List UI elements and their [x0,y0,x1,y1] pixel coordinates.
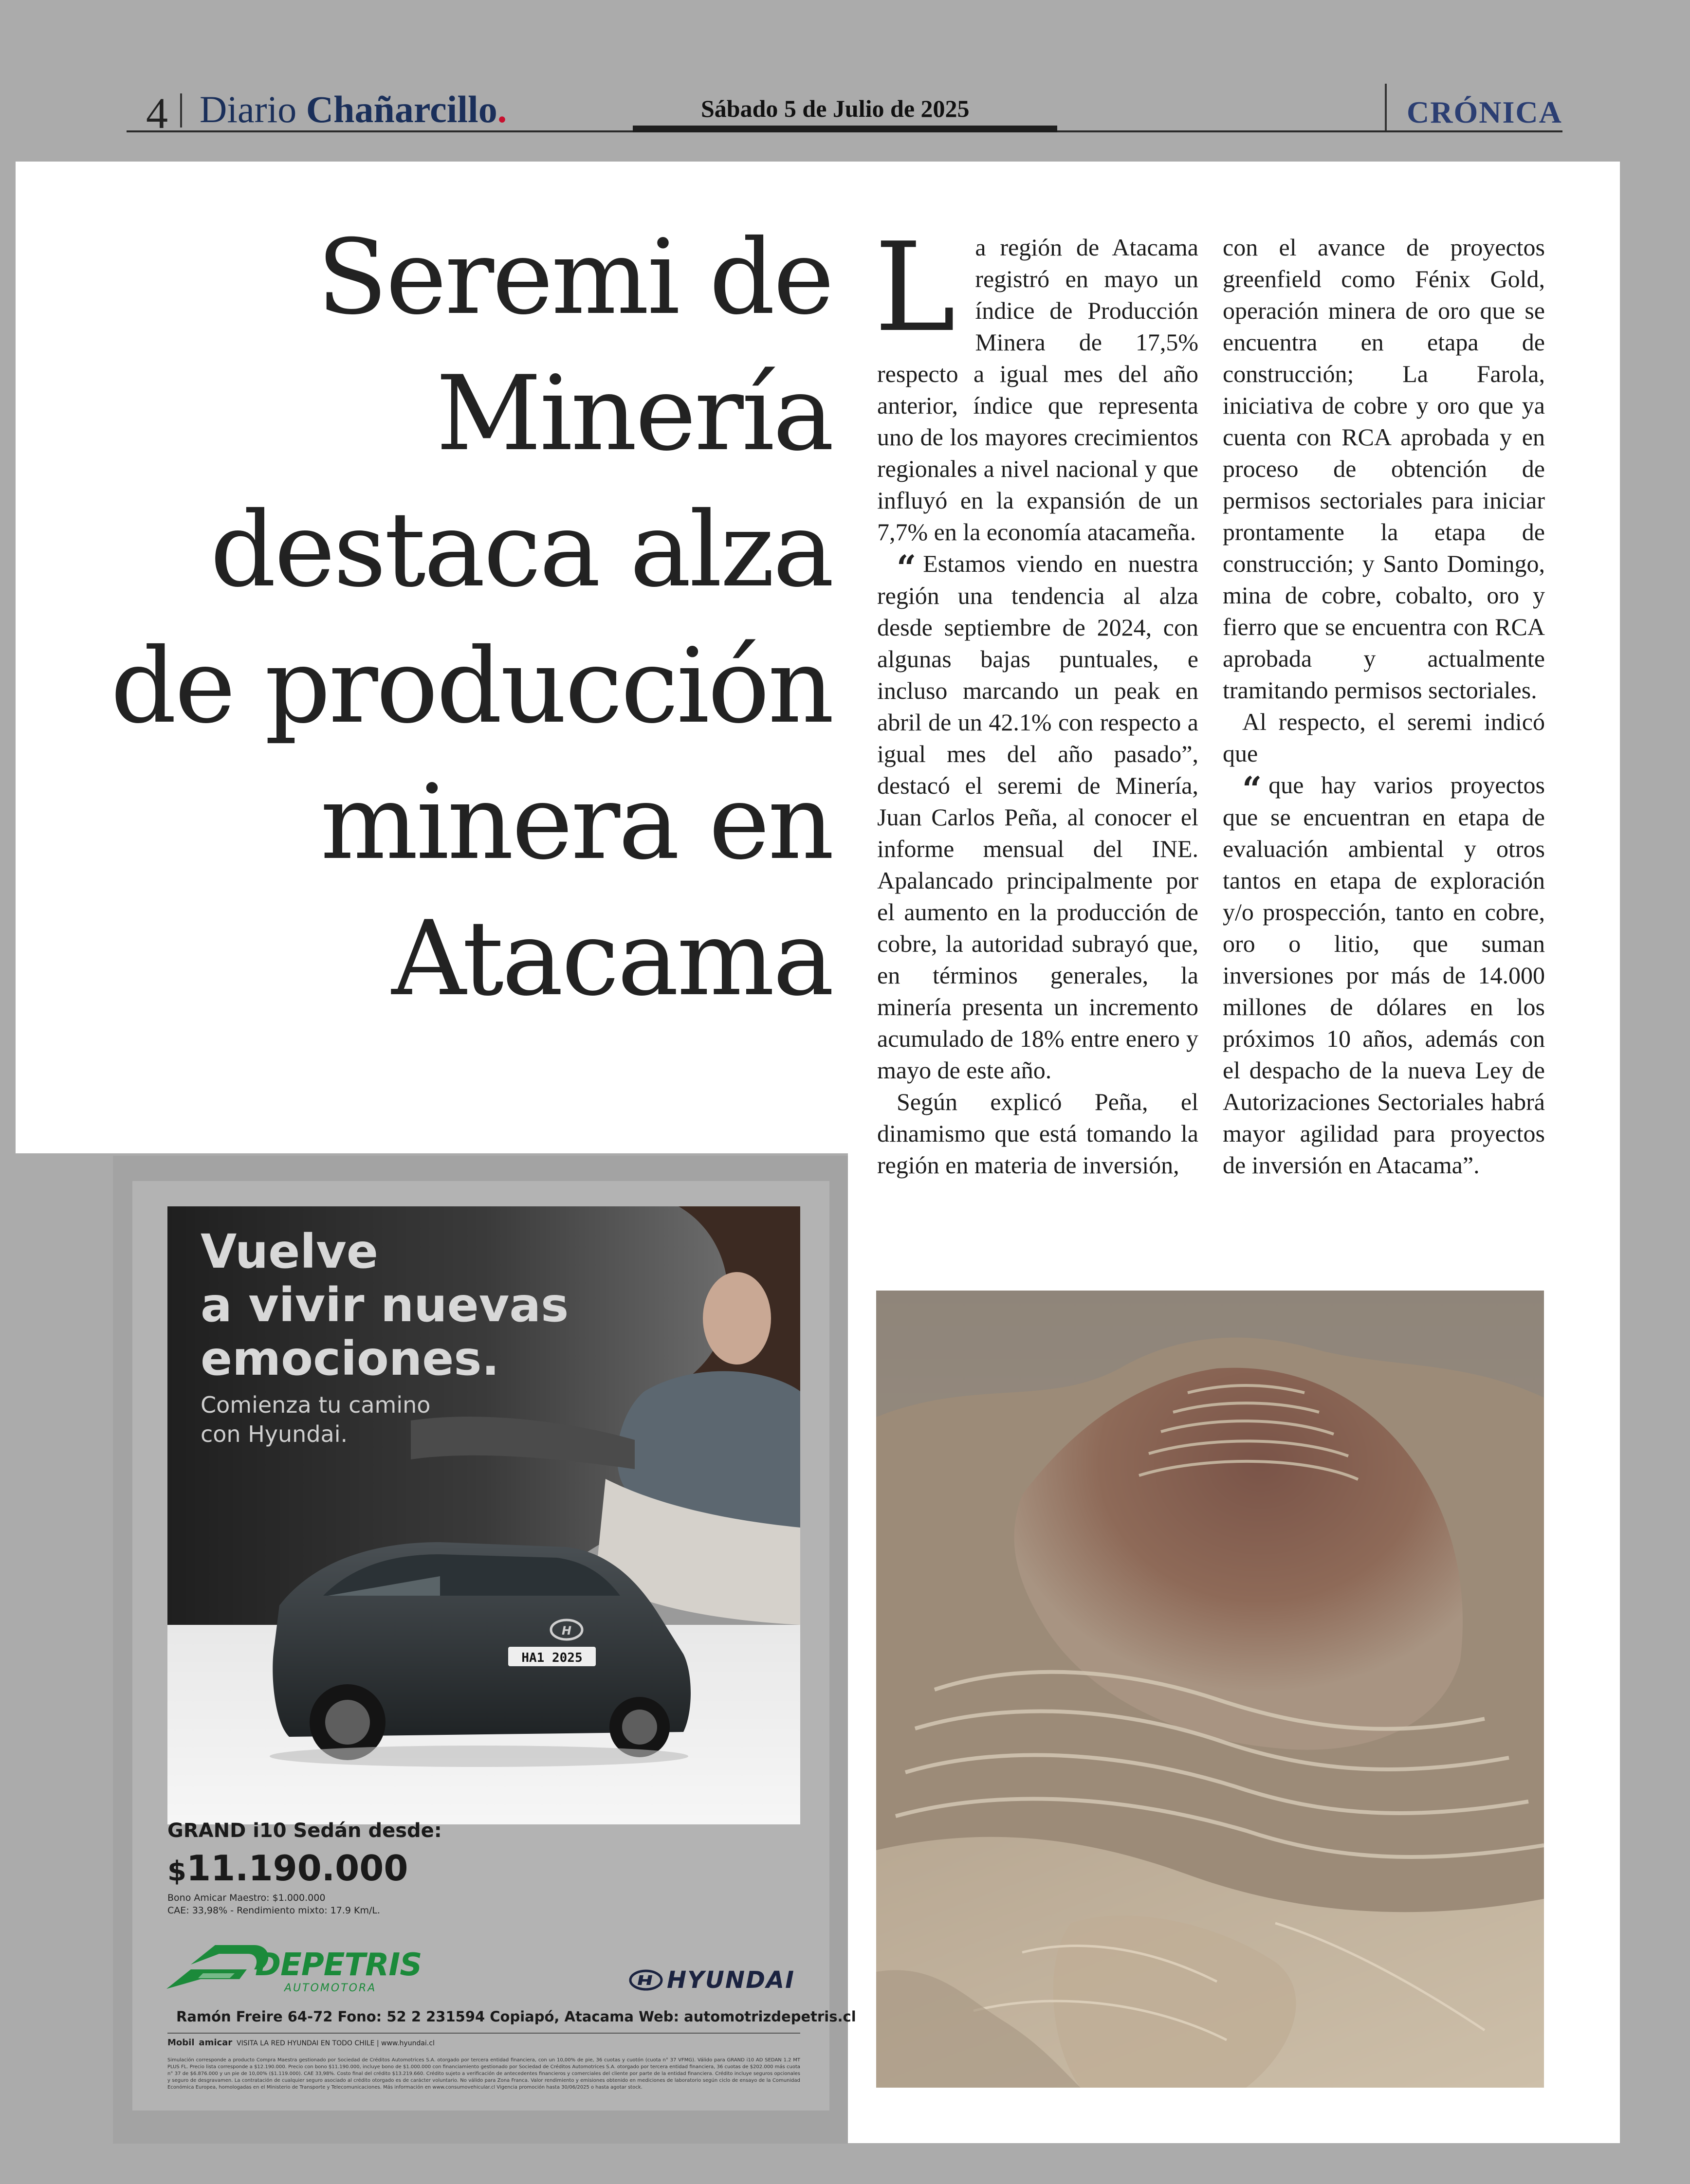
paragraph-text: que hay varios proyectos que se encuentran en etapa de evaluación ambiental y otros tantos en etapa de exploración y/o prospección, tanto en cobre, oro o litio, que suman inversiones por más de 14.000 millones de dólares en los próximos 10 años, además con el despacho de la nueva Ley de Autorizaciones Sectoriales habrá mayor agilidad para proyectos de inversión en Atacama”. [1223,771,1545,1179]
paragraph-quote [877,548,1198,1086]
dealer-name: DEPETRIS [255,1947,422,1983]
dealer-subtitle: AUTOMOTORA [284,1982,377,1994]
headline-line: Minería [436,353,832,473]
ad-brand-strip [167,2038,435,2048]
article-column-1 [874,217,1198,1181]
ad-price [167,1848,408,1889]
amicar-logo: amicar [199,2038,233,2048]
ad-subheadline [201,1390,430,1449]
mobil-logo: Mobil [167,2038,195,2048]
headline-line: Seremi de [317,217,832,337]
mine-illustration [876,1291,1544,2088]
ad-sub-line: con Hyundai. [201,1421,348,1447]
quote-mark-icon: “ [1242,769,1262,809]
newspaper-brand: Chañarcillo [306,88,497,130]
section-title: CRÓNICA [1407,95,1562,129]
paragraph: Al respecto, el seremi indicó que [1223,708,1545,767]
section-divider [1385,84,1387,130]
ad-price-currency: $ [167,1856,186,1887]
page-number: 4 [146,90,168,138]
paragraph-quote [1223,769,1545,1181]
newspaper-prefix: Diario [200,88,306,130]
headline-line: minera en [320,762,832,882]
ad-legal-text: Simulación corresponde a producto Compra Maestra gestionado por Sociedad de Créditos Automotrices S.A. otorgado por tercera entidad financiera, con un 10,00% de pie, 36 cuotas y cuotón (cuota n° 37 VFMG). Válido para GRAND i10 AD SEDAN 1.2 MT PLUS FL. Precio lista corresponde a $12.190.000. Precio con bono $11.190.000, incluye bono de $1.000.000 con financiamiento gestionado por Sociedad de Créditos Automotrices S.A. otorgado por tercera entidad financiera, 36 cuotas de $202.000 más cuota n° 37 de $6.876.000 y un pie de 10,00% ($1.119.000). CAE 33,98%. Costo final del crédito $13.219.660. Crédito sujeto a verificación de antecedentes financieros y comerciales del cliente por parte de la entidad financiera. Crédito incluye seguros opcionales y seguro de desgravamen. La contratación de cualquier seguro asociado al crédito otorgado es de carácter voluntario. No válido para Zona Franca. Valor rendimiento y emisiones obtenido en mediciones de laboratorio según ciclo de ensayo de la Comunidad Económica Europea, homologadas en el Ministerio de Transporte y Telecomunicaciones. Más información en www.consumovehicular.cl Vigencia promoción hasta 30/06/2025 o hasta agotar stock. [167,2057,800,2090]
headline-line: de producción [110,626,832,746]
ad-sub-line: Comienza tu camino [201,1392,431,1418]
ad-headline-line: Vuelve [201,1224,378,1279]
ad-headline-line: a vivir nuevas [201,1278,569,1332]
car-badge: H [561,1624,572,1638]
page-header [127,84,1567,138]
hyundai-network-note: VISITA LA RED HYUNDAI EN TODO CHILE | www.hyundai.cl [237,2039,435,2047]
newspaper-name [200,88,507,131]
article-headline [68,209,832,1027]
paragraph-text: a región de Atacama registró en mayo un índice de Producción Minera de 17,5% respecto a igual mes del año anterior, índice que representa uno de los mayores crecimientos regionales a nivel nacional y que influyó en la expansión de un 7,7% en la economía atacameña. [877,234,1198,546]
headline-line: destaca alza [210,490,832,610]
quote-mark-icon: “ [897,547,917,588]
paragraph: con el avance de proyectos greenfield como Fénix Gold, operación minera de oro que se encuentra en etapa de construcción; La Farola, iniciativa de cobre y oro que ya cuenta con RCA aprobada y en proceso de obtención de permisos sectoriales para iniciar prontamente la etapa de construcción; y Santo Domingo, mina de cobre, cobalto, oro y fierro que se encuentra con RCA aprobada y actualmente tramitando permisos sectoriales. [1223,234,1545,704]
hyundai-advertisement [113,1156,856,2144]
paragraph: Según explicó Peña, el dinamismo que está tomando la región en materia de inversión, [877,1088,1198,1179]
ad-model-label: GRAND i10 Sedán desde: [167,1820,442,1842]
ad-cae-note: CAE: 33,98% - Rendimiento mixto: 17.9 Km/L. [167,1905,381,1916]
dealer-contact: Ramón Freire 64-72 Fono: 52 2 231594 Copiapó, Atacama Web: automotrizdepetris.cl [176,2008,856,2025]
paragraph [874,217,1198,548]
brand-name: HYUNDAI [667,1966,795,1994]
ad-divider [167,2033,800,2034]
issue-date: Sábado 5 de Julio de 2025 [701,95,970,122]
ad-bonus-note: Bono Amicar Maestro: $1.000.000 [167,1893,326,1903]
ad-headline [201,1225,569,1385]
headline-line: Atacama [391,898,832,1019]
paragraph-text: Estamos viendo en nuestra región una tendencia al alza desde septiembre de 2024, con algunas bajas puntuales, e incluso marcando un peak en abril de un 42.1% con respecto a igual mes del año pasado”, destacó el seremi de Minería, Juan Carlos Peña, al conocer el informe mensual del INE. Apalancado principalmente por el aumento en la producción de cobre, la autoridad subrayó que, en términos generales, la minería presenta un incremento acumulado de 18% entre enero y mayo de este año. [877,550,1198,1084]
newspaper-dot: . [497,88,507,130]
car-plate-text: HA1 2025 [521,1651,583,1665]
hyundai-logo-icon [629,1969,663,1991]
drop-cap: L [874,217,956,359]
open-pit-mine-photo [876,1291,1544,2088]
ad-headline-line: emociones. [201,1331,499,1386]
header-divider [180,93,182,127]
ad-frame [132,1181,856,2111]
article-column-2 [1223,232,1545,1181]
ad-price-value: 11.190.000 [186,1848,408,1889]
